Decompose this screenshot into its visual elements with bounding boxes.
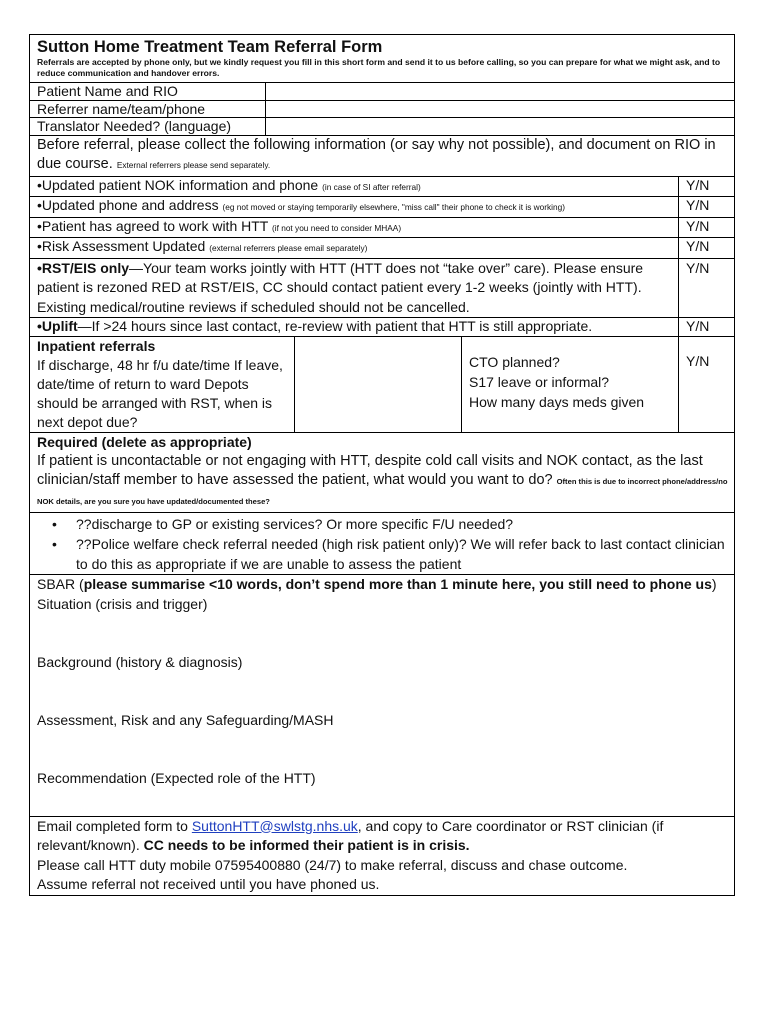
sbar-background[interactable]: Background (history & diagnosis) [37, 653, 243, 670]
email-link[interactable]: SuttonHTT@swlstg.nhs.uk [191, 817, 358, 834]
checklist-nok-note: (in case of SI after referral) [322, 181, 421, 192]
uplift-text: —If >24 hours since last contact, re-review with patient that HTT is still appropriate. [77, 318, 593, 334]
field-row-patient [30, 82, 734, 100]
footer-call-text: Please call HTT duty mobile 07595400880 (24/7) to make referral, discuss and chase outcome. [37, 856, 628, 873]
before-referral-row [30, 135, 734, 176]
before-referral-text: Before referral, please collect the following information (or say why not possible), and document on RIO in due course. [37, 136, 716, 172]
footer-email-suffix: , and copy to Care coordinator or RST clinician (if relevant/known). [37, 817, 664, 853]
checklist-agreed-label: •Patient has agreed to work with HTT [37, 217, 269, 234]
sbar-row [30, 574, 734, 816]
checklist-agreed-yn[interactable]: Y/N [678, 218, 734, 238]
rst-bold: •RST/EIS only [37, 259, 130, 276]
required-bullets-row [30, 512, 734, 574]
inpatient-heading: Inpatient referrals [37, 337, 156, 354]
inpatient-yn[interactable]: Y/N [678, 337, 734, 432]
field-row-referrer [30, 100, 734, 118]
required-row [30, 432, 734, 513]
footer-cc-bold: CC needs to be informed their patient is in crisis. [143, 837, 470, 853]
field-label-patient: Patient Name and RIO [30, 83, 266, 100]
cto-planned-label: CTO planned? [469, 353, 560, 370]
field-row-translator [30, 117, 734, 135]
form-subtitle: Referrals are accepted by phone only, but we kindly request you fill in this short form and send it to us before calling, so you can prepare for what we might ask, and to reduce communication and handover errors. [37, 57, 721, 78]
checklist-nok-yn[interactable]: Y/N [678, 177, 734, 197]
uplift-bold: •Uplift [37, 318, 78, 334]
field-input-translator[interactable] [266, 118, 734, 135]
inpatient-text: If discharge, 48 hr f/u date/time If leave, date/time of return to ward Depots should be arranged with RST, when is next depot due? [37, 356, 283, 430]
bullet-police: • ??Police welfare check referral needed (high risk patient only)? We will refer back to last contact clinician to do this as appropriate if we are unable to assess the patient [52, 536, 725, 572]
sbar-heading: SBAR (please summarise <10 words, don’t spend more than 1 minute here, you still need to phone us) [37, 576, 717, 592]
s17-leave-label: S17 leave or informal? [469, 373, 610, 390]
checklist-row-agreed [30, 217, 734, 238]
checklist-risk-yn[interactable]: Y/N [678, 238, 734, 258]
uplift-yn[interactable]: Y/N [678, 318, 734, 336]
checklist-row-phone [30, 196, 734, 217]
required-text: If patient is uncontactable or not engaging with HTT, despite cold call visits and NOK contact, as the last clinician/staff member to have assessed the patient, what would you want to do? [37, 452, 703, 488]
checklist-phone-label: •Updated phone and address [37, 197, 219, 213]
rst-row [30, 258, 734, 318]
meds-given-label: How many days meds given [469, 393, 645, 410]
uplift-row [30, 317, 734, 336]
checklist-nok-label: •Updated patient NOK information and phone [37, 176, 319, 193]
checklist-row-nok [30, 176, 734, 197]
field-label-referrer: Referrer name/team/phone [30, 101, 266, 118]
inpatient-row [30, 336, 734, 432]
sbar-situation[interactable]: Situation (crisis and trigger) [37, 595, 208, 612]
required-note: Often this is due to incorrect phone/address/no NOK details, are you sure you have updated/documented these? [37, 477, 728, 506]
checklist-phone-yn[interactable]: Y/N [678, 197, 734, 217]
field-input-patient[interactable] [266, 83, 734, 100]
required-heading: Required (delete as appropriate) [37, 433, 252, 450]
field-input-referrer[interactable] [266, 101, 734, 118]
checklist-phone-note: (eg not moved or staying temporarily elsewhere, "miss call" their phone to check it is working) [222, 202, 566, 212]
checklist-risk-label: •Risk Assessment Updated [37, 238, 206, 254]
checklist-agreed-note: (if not you need to consider MHAA) [271, 222, 402, 233]
rst-yn[interactable]: Y/N [678, 259, 734, 318]
before-referral-note: External referrers please send separately. [116, 160, 271, 170]
form-header [30, 35, 734, 82]
inpatient-input[interactable] [295, 337, 462, 432]
rst-text: —Your team works jointly with HTT (HTT does not “take over” care). Please ensure patient is rezoned RED at RST/EIS, CC should contact patient every 1-2 weeks (jointly with HTT). Existing medical/routine reviews if scheduled should not be cancelled. [37, 259, 644, 315]
field-label-translator: Translator Needed? (language) [30, 118, 266, 135]
checklist-row-risk [30, 237, 734, 258]
checklist-risk-note: (external referrers please email separately) [209, 243, 368, 253]
footer-row [30, 816, 734, 895]
form-title: Sutton Home Treatment Team Referral Form [37, 38, 383, 56]
bullet-discharge: • ??discharge to GP or existing services? Or more specific F/U needed? [52, 516, 514, 532]
footer-assume-text: Assume referral not received until you have phoned us. [37, 876, 380, 892]
sbar-recommendation[interactable]: Recommendation (Expected role of the HTT) [37, 769, 316, 786]
footer-email-prefix: Email completed form to [37, 817, 192, 834]
referral-form [29, 34, 735, 896]
sbar-assessment[interactable]: Assessment, Risk and any Safeguarding/MASH [37, 711, 334, 728]
